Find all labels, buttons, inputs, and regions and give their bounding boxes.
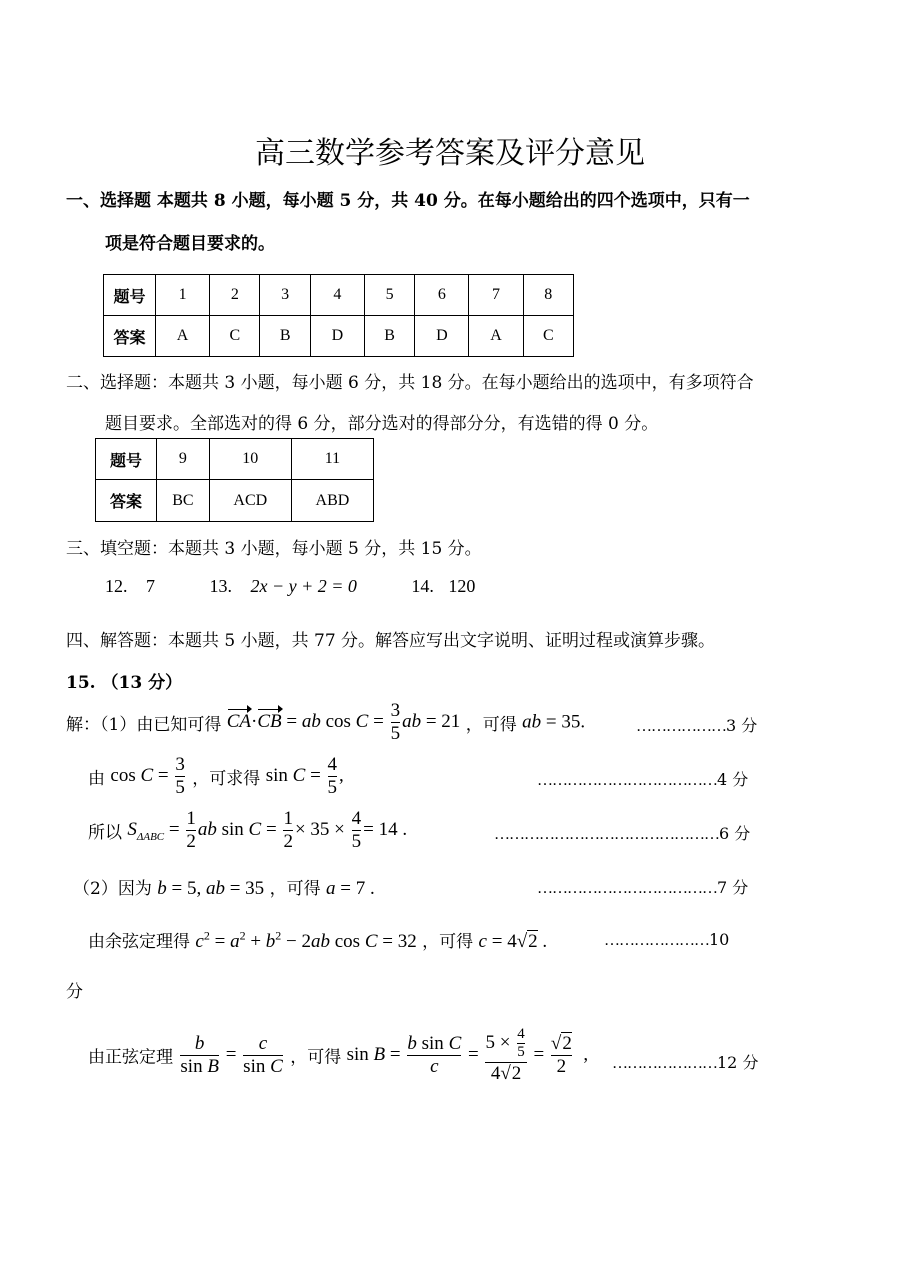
- answer-number: 13.: [209, 576, 232, 596]
- table-row-label: 题号: [104, 275, 156, 316]
- score-points: 3 分: [726, 716, 758, 735]
- answer-value: 120: [448, 576, 476, 596]
- solution-line-3: 所以 $S_{\Delta ABC}$ = $\frac{1}{2}$ ab sin C = $\frac{1}{2}$ × 35 × $\frac{4}{5}$ = 14 .: [88, 808, 408, 852]
- answer-cell: D: [415, 316, 469, 357]
- answer-cell: A: [156, 316, 210, 357]
- question-number: 9: [157, 439, 210, 480]
- answer-cell: B: [260, 316, 310, 357]
- answer-cell: BC: [157, 480, 210, 522]
- section1-answer-table: [103, 274, 574, 357]
- line-text: ，可得: [422, 932, 474, 952]
- question-number: 8: [523, 275, 573, 316]
- line-text: （2）因为: [73, 879, 152, 899]
- answer-cell: C: [210, 316, 260, 357]
- line-text: ，可得: [269, 879, 321, 899]
- question-number: 2: [210, 275, 260, 316]
- line-text: ，可求得: [192, 768, 261, 789]
- section4-heading: 四、解答题：本题共 5 小题，共 77 分。解答应写出文字说明、证明过程或演算步骤。: [66, 631, 716, 651]
- section2-intro-line1: 二、选择题：本题共 3 小题，每小题 6 分，共 18 分。在每小题给出的选项中，有多项符合: [66, 373, 754, 393]
- line-text: ，可得: [290, 1047, 342, 1068]
- solution-line-5: 由余弦定理得 $c^2 = a^2 + b^2 - 2ab$ cos C = 32 ，可得 c = 4√2 .: [88, 928, 548, 952]
- answer-number: 12.: [105, 576, 128, 596]
- score-points: 7 分: [717, 878, 749, 897]
- score-marker: ………………………………4 分: [537, 770, 749, 789]
- score-points: 4 分: [717, 770, 749, 789]
- answer-cell: ABD: [291, 480, 373, 522]
- question-number: 11: [291, 439, 373, 480]
- table-row-label: 答案: [104, 316, 156, 357]
- question-number: 10: [209, 439, 291, 480]
- fill-in-answers: [105, 576, 475, 597]
- answer-cell: A: [469, 316, 523, 357]
- score-points: 12 分: [717, 1053, 759, 1072]
- answer-cell: ACD: [209, 480, 291, 522]
- line-text: 由: [88, 768, 105, 789]
- line-text: ，可得: [465, 714, 517, 735]
- solution-line-2: 由 cos C = $\frac{3}{5}$ ，可求得 sin C = $\frac{4}{5}$ ,: [88, 754, 344, 798]
- question-number: 6: [415, 275, 469, 316]
- table-row-label: 答案: [96, 480, 157, 522]
- question-number: 7: [469, 275, 523, 316]
- score-unit: 分: [66, 982, 83, 1002]
- answer-cell: D: [310, 316, 364, 357]
- answer-value: 7: [146, 576, 155, 596]
- question-number: 3: [260, 275, 310, 316]
- section2-answer-table: [95, 438, 374, 522]
- line-text: 由正弦定理: [88, 1047, 173, 1068]
- section1-intro-line1: 一、选择题 本题共 8 小题，每小题 5 分，共 40 分。在每小题给出的四个选项中，只有一: [66, 191, 750, 211]
- line-text: 解：（1）由已知可得: [66, 714, 222, 735]
- question-number: 4: [310, 275, 364, 316]
- score-marker: …………………10: [604, 930, 730, 949]
- answer-cell: C: [523, 316, 573, 357]
- solution-line-6: 由正弦定理 $\frac{b}{\text{sin B}}$ = $\frac{c}{\text{sin C}}$ ，可得 sin B = $\frac{\text{b sin C}}{c}$ = 5 × $\frac{4}{5}$ 4√2 = $\frac{√2}{2}$ ,: [88, 1026, 589, 1084]
- question-15-label: 15. （13 分）: [66, 673, 183, 693]
- score-points: 6 分: [719, 824, 751, 843]
- score-points: 10: [709, 930, 730, 949]
- answer-value: 2x − y + 2 = 0: [250, 576, 357, 596]
- score-marker: ………………………………7 分: [537, 878, 749, 897]
- section2-intro-line2: 题目要求。全部选对的得 6 分，部分选对的得部分分，有选错的得 0 分。: [105, 414, 659, 434]
- score-marker: ………………3 分: [636, 716, 758, 735]
- question-number: 5: [364, 275, 414, 316]
- solution-line-1: 解：（1）由已知可得 CA·CB = ab cos C = $\frac{3}{5}$ ab = 21 ，可得 ab = 35.: [66, 700, 586, 744]
- line-text: 由余弦定理得: [88, 932, 190, 952]
- solution-line-4: （2）因为 b = 5, ab = 35 ，可得 a = 7 .: [73, 878, 375, 899]
- answer-number: 14.: [411, 576, 434, 596]
- table-row-label: 题号: [96, 439, 157, 480]
- line-text: 所以: [88, 822, 122, 843]
- section1-intro-line2: 项是符合题目要求的。: [105, 234, 275, 254]
- section3-heading: 三、填空题：本题共 3 小题，每小题 5 分，共 15 分。: [66, 539, 482, 559]
- answer-cell: B: [364, 316, 414, 357]
- question-number: 1: [156, 275, 210, 316]
- page-title: 高三数学参考答案及评分意见: [255, 136, 645, 171]
- score-marker: ………………………………………6 分: [494, 824, 751, 843]
- score-marker: …………………12 分: [612, 1053, 759, 1072]
